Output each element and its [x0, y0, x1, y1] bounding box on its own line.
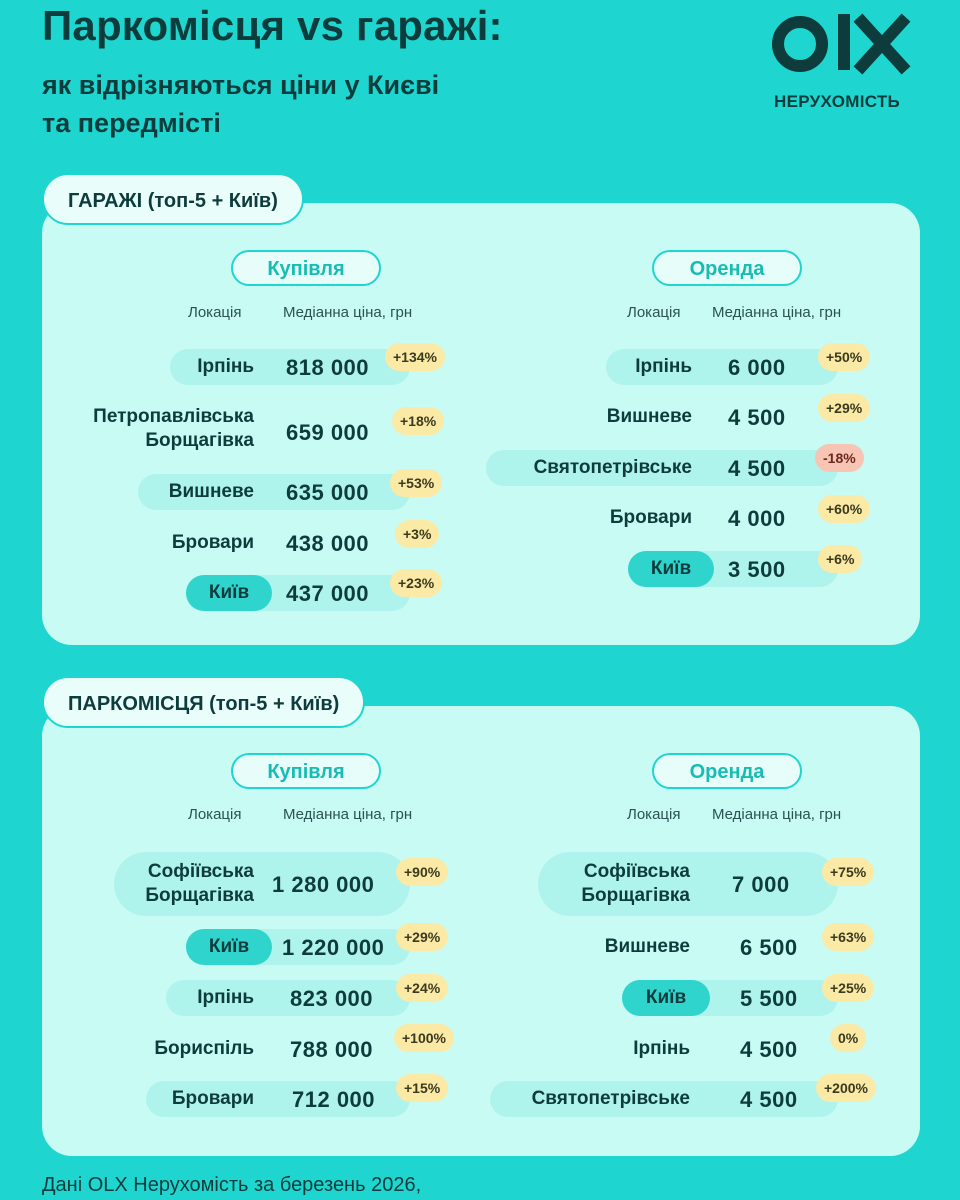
location-label: Святопетрівське [533, 457, 692, 478]
data-source-note: Дані OLX Нерухомість за березень 2026, [42, 1174, 422, 1196]
price-value: 788 000 [290, 1037, 374, 1062]
location-label [114, 860, 254, 908]
parking-buy-label: Купівля [231, 753, 381, 789]
page-title: Паркомісця vs гаражі: [42, 2, 503, 49]
parking-buy-col-price: Медіанна ціна, грн [283, 806, 413, 823]
price-value: 4 500 [728, 405, 786, 430]
change-badge: 0% [830, 1024, 866, 1052]
price-value: 635 000 [286, 480, 370, 505]
page-subtitle [42, 66, 642, 142]
change-badge: +50% [818, 343, 870, 371]
location-line-2: Борщагівка [145, 430, 254, 451]
location-label: Ірпінь [633, 1038, 690, 1059]
change-badge: +200% [816, 1074, 876, 1102]
price-value: 1 220 000 [282, 935, 385, 960]
change-badge: +29% [396, 923, 448, 951]
change-badge: +15% [396, 1074, 448, 1102]
change-badge: +75% [822, 858, 874, 886]
change-badge: +60% [818, 495, 870, 523]
change-badge: +63% [822, 923, 874, 951]
change-badge: +3% [395, 520, 439, 548]
location-label: Святопетрівське [531, 1088, 690, 1109]
location-label: Ірпінь [635, 356, 692, 377]
change-badge: +53% [390, 469, 442, 497]
price-value: 4 500 [740, 1037, 798, 1062]
parking-rent-col-location: Локація [627, 806, 681, 823]
location-label: Ірпінь [197, 356, 254, 377]
location-label: Ірпінь [197, 987, 254, 1008]
subtitle-line-1: як відрізняються ціни у Києві [42, 70, 440, 100]
location-label: Бориспіль [154, 1038, 254, 1059]
garages-rent-col-location: Локація [627, 304, 681, 321]
garages-buy-col-price: Медіанна ціна, грн [283, 304, 413, 321]
parking-rent-label: Оренда [652, 753, 802, 789]
price-value: 1 280 000 [272, 872, 375, 897]
location-label: Бровари [171, 532, 254, 553]
price-value: 7 000 [732, 872, 790, 897]
subtitle-line-2: та передмісті [42, 108, 221, 138]
garages-buy-col-location: Локація [188, 304, 242, 321]
location-label-kyiv: Київ [622, 980, 710, 1016]
price-value: 659 000 [286, 420, 370, 445]
price-value: 4 000 [728, 506, 786, 531]
garages-rent-label: Оренда [652, 250, 802, 286]
change-badge: +100% [394, 1024, 454, 1052]
location-label [60, 405, 254, 453]
price-value: 3 500 [728, 557, 786, 582]
change-badge: -18% [815, 444, 864, 472]
location-line-2: Борщагівка [145, 885, 254, 906]
change-badge: +24% [396, 974, 448, 1002]
price-value: 437 000 [286, 581, 370, 606]
location-label: Вишневе [168, 481, 254, 502]
logo-subtitle: НЕРУХОМІСТЬ [774, 92, 901, 111]
price-value: 438 000 [286, 531, 370, 556]
change-badge: +29% [818, 394, 870, 422]
price-value: 5 500 [740, 986, 798, 1011]
price-value: 6 500 [740, 935, 798, 960]
location-label: Бровари [609, 507, 692, 528]
change-badge: +23% [390, 569, 442, 597]
change-badge: +18% [392, 407, 444, 435]
change-badge: +6% [818, 545, 862, 573]
parking-rent-col-price: Медіанна ціна, грн [712, 806, 842, 823]
location-label-kyiv: Київ [186, 929, 272, 965]
location-label-kyiv: Київ [186, 575, 272, 611]
garages-rent-col-price: Медіанна ціна, грн [712, 304, 842, 321]
location-label: Вишневе [604, 936, 690, 957]
price-value: 4 500 [740, 1087, 798, 1112]
location-line-1: Софіївська [583, 861, 690, 882]
price-value: 818 000 [286, 355, 370, 380]
parking-section-tag: ПАРКОМІСЦЯ (топ-5 + Київ) [42, 676, 365, 728]
location-line-1: Софіївська [147, 861, 254, 882]
parking-buy-col-location: Локація [188, 806, 242, 823]
location-line-1: Петропавлівська [93, 406, 254, 427]
price-value: 823 000 [290, 986, 374, 1011]
location-label-kyiv: Київ [628, 551, 714, 587]
price-value: 4 500 [728, 456, 786, 481]
price-value: 6 000 [728, 355, 786, 380]
location-label [540, 860, 690, 908]
location-line-2: Борщагівка [581, 885, 690, 906]
price-value: 712 000 [292, 1087, 376, 1112]
location-label: Бровари [171, 1088, 254, 1109]
garages-buy-label: Купівля [231, 250, 381, 286]
change-badge: +25% [822, 974, 874, 1002]
location-label: Вишневе [606, 406, 692, 427]
change-badge: +134% [385, 343, 445, 371]
change-badge: +90% [396, 858, 448, 886]
garages-section-tag: ГАРАЖІ (топ-5 + Київ) [42, 173, 304, 225]
